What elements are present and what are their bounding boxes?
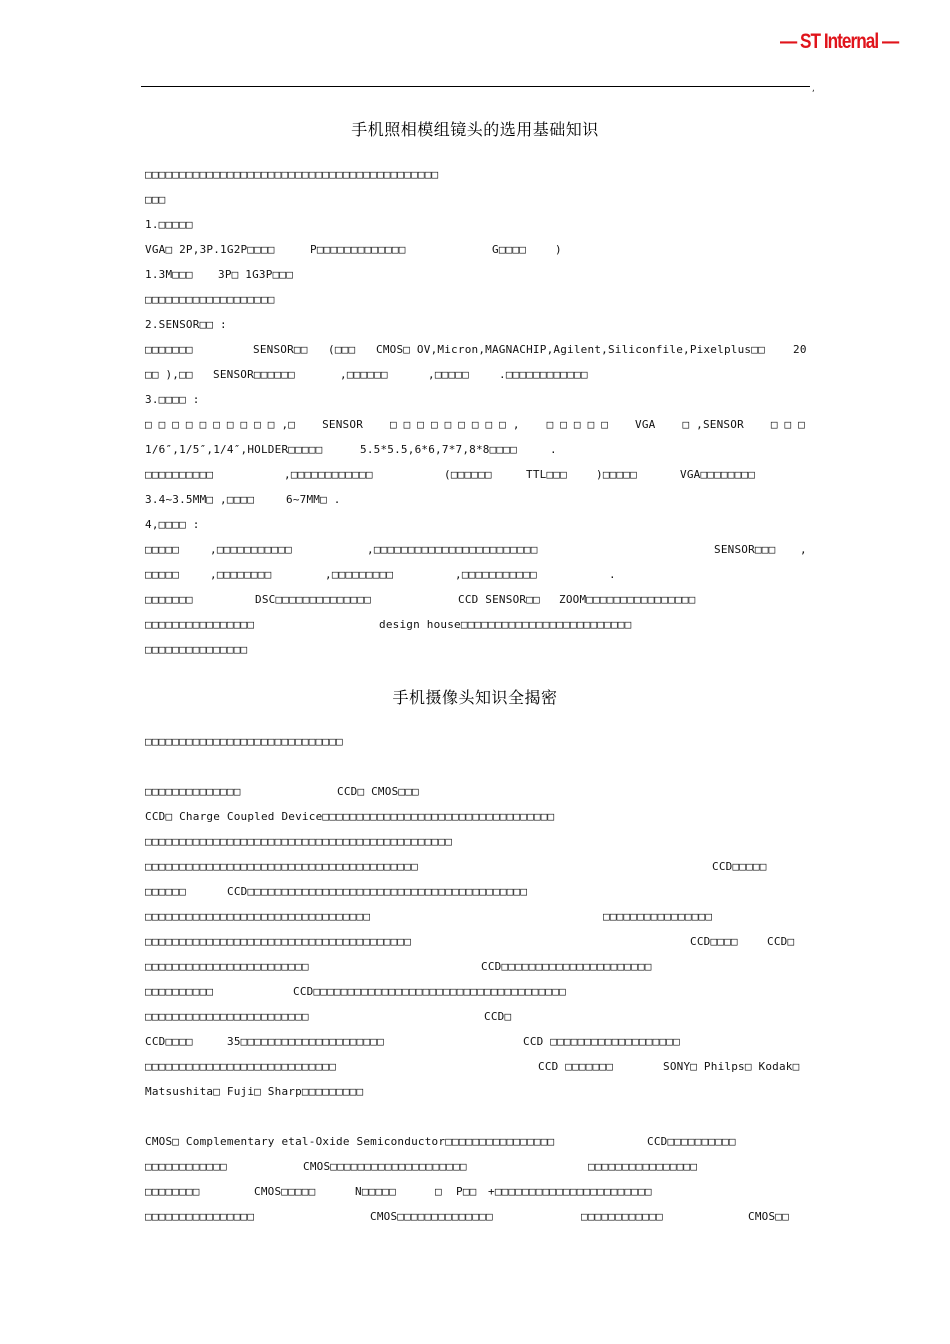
section1-text: □ □ □ □ □ □ □ □ □ , <box>390 418 520 431</box>
section1-text: ,□□□□□□□□□□□ <box>210 543 292 556</box>
section2-text: □□□□□□□□□□□□ <box>145 1160 227 1173</box>
section1-text: ,□□□□□□□□□ <box>325 568 394 581</box>
rule-end-mark: , <box>811 84 816 93</box>
section1-text: 1/6″,1/5″,1/4″,HOLDER□□□□□ <box>145 443 323 456</box>
section1-text: ,□□□□□□ <box>340 368 388 381</box>
section1-text: 5.5*5.5,6*6,7*7,8*8□□□□ <box>360 443 517 456</box>
section1-text: 3.4~3.5MM□ ,□□□□ <box>145 493 255 506</box>
section2-text: □□□□□□□□□□□□□□ <box>145 785 241 798</box>
section1-text: 6~7MM□ . <box>286 493 341 506</box>
section1-text: SENSOR <box>322 418 364 431</box>
section1-text: . <box>609 568 616 581</box>
section1-line <box>145 415 805 435</box>
section1-text: 2.SENSOR□□ : <box>145 318 227 331</box>
section1-text: 4,□□□□ : <box>145 518 200 531</box>
section1-text: □□□□□□□□□□□□□□□□ <box>145 618 255 631</box>
section1-text: ,□□□□□□□□□□□ <box>455 568 537 581</box>
header-rule <box>141 86 810 87</box>
section2-text: □□□□□□ <box>145 885 186 898</box>
section2-text: CCD □□□□□□□ <box>538 1060 614 1073</box>
section1-text: CCD SENSOR□□ <box>458 593 540 606</box>
section2-text: □□□□□□□□□□□□□□□□□□□□□□□□ <box>145 960 309 973</box>
section1-text: ,□□□□□□□□□□□□□□□□□□□□□□□□ <box>367 543 538 556</box>
section1-text: □□□□□□□□□□□□□□□ <box>145 643 248 656</box>
section1-text: □□□□□□□□□□ <box>145 468 214 481</box>
section1-text: P□□□□□□□□□□□□□ <box>310 243 406 256</box>
section2-intro-text: □□□□□□□□□□□□□□□□□□□□□□□□□□□□□ <box>145 735 343 748</box>
section2-text: CCD□□□□ <box>690 935 738 948</box>
section1-text: □□□□□ <box>145 568 180 581</box>
section2-title: 手机摄像头知识全揭密 <box>392 688 558 707</box>
section2-text: CCD□□□□□ <box>712 860 767 873</box>
section2-text: CCD□□□□□□□□□□ <box>647 1135 736 1148</box>
section1-text: □□□□□□□ <box>145 593 193 606</box>
section1-text: □ □ □ □ □ □ □ □ □ □ ,□ <box>145 418 296 431</box>
section2-text: SONY□ Philps□ Kodak□ <box>663 1060 800 1073</box>
section1-text: SENSOR□□□□□□ <box>213 368 295 381</box>
section1-text: □□ ),□□ <box>145 368 193 381</box>
section2-text: □□□□□□□□□□□□□□□□□□□□□□□□ <box>145 1010 309 1023</box>
section1-text: (□□□□□□ <box>444 468 492 481</box>
section2-text: □ <box>435 1185 442 1198</box>
section2-text: CCD□□□□ <box>145 1035 193 1048</box>
section1-text: VGA□ 2P,3P.1G2P□□□□ <box>145 243 275 256</box>
section1-text: VGA <box>635 418 656 431</box>
section2-intro <box>145 732 343 752</box>
section1-text: □ □ □ □ □ <box>546 418 609 431</box>
section2-text: □□□□□□□□ <box>145 1185 200 1198</box>
section1-text: .□□□□□□□□□□□□ <box>499 368 588 381</box>
section1-text: 1.3M□□□ <box>145 268 193 281</box>
section1-text: 20 <box>793 343 807 356</box>
section2-text: P□□ <box>456 1185 477 1198</box>
section2-text: □□□□□□□□□□□□□□□□□□□□□□□□□□□□□□□□□ <box>145 910 371 923</box>
section1-text: □ ,SENSOR <box>682 418 744 431</box>
section2-text: CMOS□ Complementary etal-Oxide Semiconductor□□□□□□□□□□□□□□□□ <box>145 1135 555 1148</box>
section1-text: . <box>550 443 557 456</box>
section1-text: G□□□□ <box>492 243 527 256</box>
section2-text: □□□□□□□□□□□□□□□□ <box>588 1160 698 1173</box>
section2-text: +□□□□□□□□□□□□□□□□□□□□□□□ <box>488 1185 652 1198</box>
section1-text: 1.□□□□□ <box>145 218 193 231</box>
section1-text: ) <box>555 243 562 256</box>
section1-text: □□□ <box>145 193 166 206</box>
section1-text: TTL□□□ <box>526 468 567 481</box>
section2-text: CMOS□□□□□□□□□□□□□□ <box>370 1210 493 1223</box>
section2-text: CMOS□□□□□□□□□□□□□□□□□□□□ <box>303 1160 467 1173</box>
section2-text: □□□□□□□□□□□□□□□□□□□□□□□□□□□□□□□□□□□□□□□ <box>145 935 412 948</box>
section1-text: design house□□□□□□□□□□□□□□□□□□□□□□□□□ <box>379 618 632 631</box>
section1-text: □□□□□□□□□□□□□□□□□□□ <box>145 293 275 306</box>
section2-text: CCD□ <box>484 1010 512 1023</box>
section2-text: □□□□□□□□□□□□□□□□□□□□□□□□□□□□□□□□□□□□□□□□ <box>145 860 418 873</box>
section2-text: CCD□□□□□□□□□□□□□□□□□□□□□□ <box>481 960 652 973</box>
section1-text: □□□□□□□□□□□□□□□□□□□□□□□□□□□□□□□□□□□□□□□□□□□ <box>145 168 439 181</box>
section2-text: CMOS□□ <box>748 1210 789 1223</box>
section1-title: 手机照相模组镜头的选用基础知识 <box>351 120 599 139</box>
section2-text: □□□□□□□□□□□□□□□□ <box>145 1210 255 1223</box>
section2-text: □□□□□□□□□□ <box>145 985 214 998</box>
section1-text: 3.□□□□ : <box>145 393 200 406</box>
section1-text: □□□□□ <box>145 543 180 556</box>
section2-text: □□□□□□□□□□□□ <box>581 1210 663 1223</box>
section1-text: CMOS□ OV,Micron,MAGNACHIP,Agilent,Siliconfile,Pixelplus□□ <box>376 343 765 356</box>
section1-text: ZOOM□□□□□□□□□□□□□□□□ <box>559 593 696 606</box>
section1-text: SENSOR□□□ <box>714 543 776 556</box>
section2-text: CCD□ <box>767 935 795 948</box>
section2-text: CCD□□□□□□□□□□□□□□□□□□□□□□□□□□□□□□□□□□□□□ <box>293 985 566 998</box>
section1-text: , <box>800 543 807 556</box>
section2-text: □□□□□□□□□□□□□□□□□□□□□□□□□□□□□□□□□□□□□□□□□□□□□ <box>145 835 453 848</box>
section1-text: VGA□□□□□□□□ <box>680 468 756 481</box>
section2-text: CCD□□□□□□□□□□□□□□□□□□□□□□□□□□□□□□□□□□□□□□□□□ <box>227 885 528 898</box>
section2-text: 35□□□□□□□□□□□□□□□□□□□□□ <box>227 1035 384 1048</box>
section2-text: N□□□□□ <box>355 1185 396 1198</box>
section2-text: CCD□ CMOS□□□ <box>337 785 419 798</box>
section2-text: Matsushita□ Fuji□ Sharp□□□□□□□□□ <box>145 1085 364 1098</box>
section1-text: SENSOR□□ <box>253 343 308 356</box>
section1-text: (□□□ <box>328 343 356 356</box>
section2-text: □□□□□□□□□□□□□□□□ <box>603 910 713 923</box>
section1-text: □ □ □ <box>770 418 805 431</box>
section2-text: CCD □□□□□□□□□□□□□□□□□□□ <box>523 1035 680 1048</box>
section1-text: 3P□ 1G3P□□□ <box>218 268 294 281</box>
section1-text: ,□□□□□ <box>428 368 469 381</box>
section1-text: □□□□□□□ <box>145 343 193 356</box>
section1-text: )□□□□□ <box>596 468 637 481</box>
section1-text: ,□□□□□□□□ <box>210 568 272 581</box>
section2-text: CMOS□□□□□ <box>254 1185 316 1198</box>
section1-text: DSC□□□□□□□□□□□□□□ <box>255 593 371 606</box>
section1-text: ,□□□□□□□□□□□□ <box>284 468 373 481</box>
section2-text: CCD□ Charge Coupled Device□□□□□□□□□□□□□□□□□□□□□□□□□□□□□□□□□□ <box>145 810 555 823</box>
st-internal-logo: — ST Internal — <box>779 30 898 53</box>
section2-text: □□□□□□□□□□□□□□□□□□□□□□□□□□□□ <box>145 1060 337 1073</box>
